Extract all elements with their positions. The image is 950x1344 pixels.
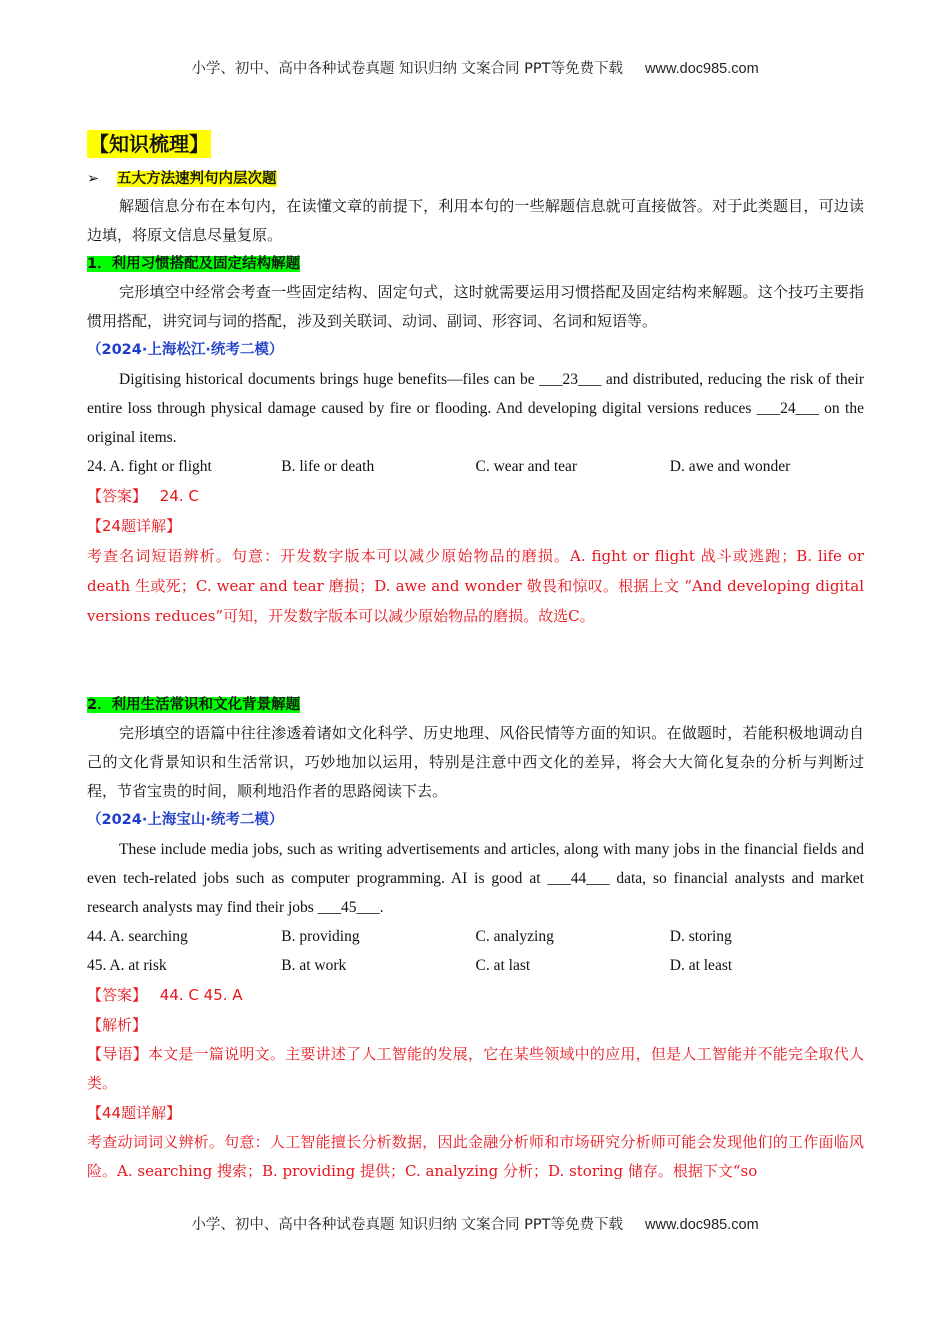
option: D. awe and wonder — [669, 458, 791, 475]
method2-detail: 考查动词词义辨析。句意：人工智能擅长分析数据，因此金融分析师和市场研究分析师可能会发现他们的工作面临风险。A. searching 搜索；B. providing 提供；C. analyzing 分析；D. storing 储存。根据下文“so — [87, 1133, 864, 1180]
question-44-options — [87, 922, 864, 951]
bullet-heading — [87, 166, 864, 192]
answer-value: 24. C — [159, 487, 199, 505]
option: 45. A. at risk — [87, 957, 167, 974]
method2-detail-label: 【44题详解】 — [87, 1104, 182, 1122]
method2-source: （2024·上海宝山·统考二模） — [87, 812, 284, 828]
method2-heading — [87, 691, 864, 719]
method1-detail: 考查名词短语辨析。句意：开发数字版本可以减少原始物品的磨损。A. fight or flight 战斗或逃跑；B. life or death 生或死；C. wear and tear 磨损；D. awe and wonder 敬畏和惊叹。根据上文 “And developing digital versions reduces”可知，开发数字版本可以减少原始物品的磨损。故选C。 — [87, 547, 864, 625]
method1-passage: Digitising historical documents brings huge benefits—files can be ___23___ and distributed, reducing the risk of their entire loss through physical damage caused by fire or flooding. And developing digital versions reduces ___24___ on the original items. — [87, 371, 864, 446]
method1-source: （2024·上海松江·统考二模） — [87, 342, 284, 358]
arrow-bullet-icon: ➢ — [87, 171, 100, 187]
answer-label: 【答案】 — [87, 986, 148, 1004]
page-footer — [0, 1213, 950, 1234]
method2-analysis-label: 【解析】 — [87, 1016, 148, 1034]
answer-value: 44. C 45. A — [159, 986, 243, 1004]
method1-heading-text: 1．利用习惯搭配及固定结构解题 — [87, 256, 301, 272]
option: B. at work — [281, 957, 347, 974]
option: D. at least — [669, 957, 733, 974]
option: B. life or death — [281, 458, 375, 475]
answer-label: 【答案】 — [87, 487, 148, 505]
method1-answer — [87, 481, 864, 511]
method2-passage: These include media jobs, such as writing advertisements and articles, along with many jobs in the financial fields and even tech-related jobs such as computer programming. AI is good at ___44___ data, so financial analysts and market research analysts may find their jobs ___45___. — [87, 841, 864, 916]
option: C. analyzing — [475, 928, 554, 945]
method2-guide: 【导语】本文是一篇说明文。主要讲述了人工智能的发展，它在某些领域中的应用，但是人工智能并不能完全取代人类。 — [87, 1045, 864, 1092]
header-text: 小学、初中、高中各种试卷真题 知识归纳 文案合同 PPT等免费下载 — [191, 61, 624, 77]
method1-description: 完形填空中经常会考查一些固定结构、固定句式，这时就需要运用习惯搭配及固定结构来解题。这个技巧主要指惯用搭配，讲究词与词的搭配，涉及到关联词、动词、副词、形容词、名词和短语等。 — [87, 283, 864, 330]
header-url[interactable]: www.doc985.com — [645, 61, 759, 77]
footer-url[interactable]: www.doc985.com — [645, 1217, 759, 1233]
bullet-title: 五大方法速判句内层次题 — [117, 171, 277, 187]
option: C. at last — [475, 957, 531, 974]
option: C. wear and tear — [475, 458, 578, 475]
spacer — [87, 631, 864, 691]
option: D. storing — [669, 928, 732, 945]
method1-detail-label: 【24题详解】 — [87, 517, 182, 535]
question-45-options — [87, 951, 864, 980]
footer-text: 小学、初中、高中各种试卷真题 知识归纳 文案合同 PPT等免费下载 — [191, 1217, 624, 1233]
intro-paragraph: 解题信息分布在本句内，在读懂文章的前提下，利用本句的一些解题信息就可直接做答。对于此类题目，可边读边填，将原文信息尽量复原。 — [87, 197, 864, 244]
question-24-options — [87, 452, 864, 481]
option: 24. A. fight or flight — [87, 458, 212, 475]
page-header — [0, 57, 950, 78]
method1-heading — [87, 250, 864, 278]
method2-description: 完形填空的语篇中往往渗透着诸如文化科学、历史地理、风俗民情等方面的知识。在做题时，若能积极地调动自己的文化背景知识和生活常识，巧妙地加以运用，特别是注意中西文化的差异，将会大大简化复杂的分析与判断过程，节省宝贵的时间，顺利地沿作者的思路阅读下去。 — [87, 724, 864, 800]
option: B. providing — [281, 928, 360, 945]
section-title: 【知识梳理】 — [89, 132, 209, 156]
method2-heading-text: 2．利用生活常识和文化背景解题 — [87, 697, 301, 713]
method2-answer — [87, 980, 864, 1010]
option: 44. A. searching — [87, 928, 188, 945]
document-body — [87, 130, 864, 1186]
